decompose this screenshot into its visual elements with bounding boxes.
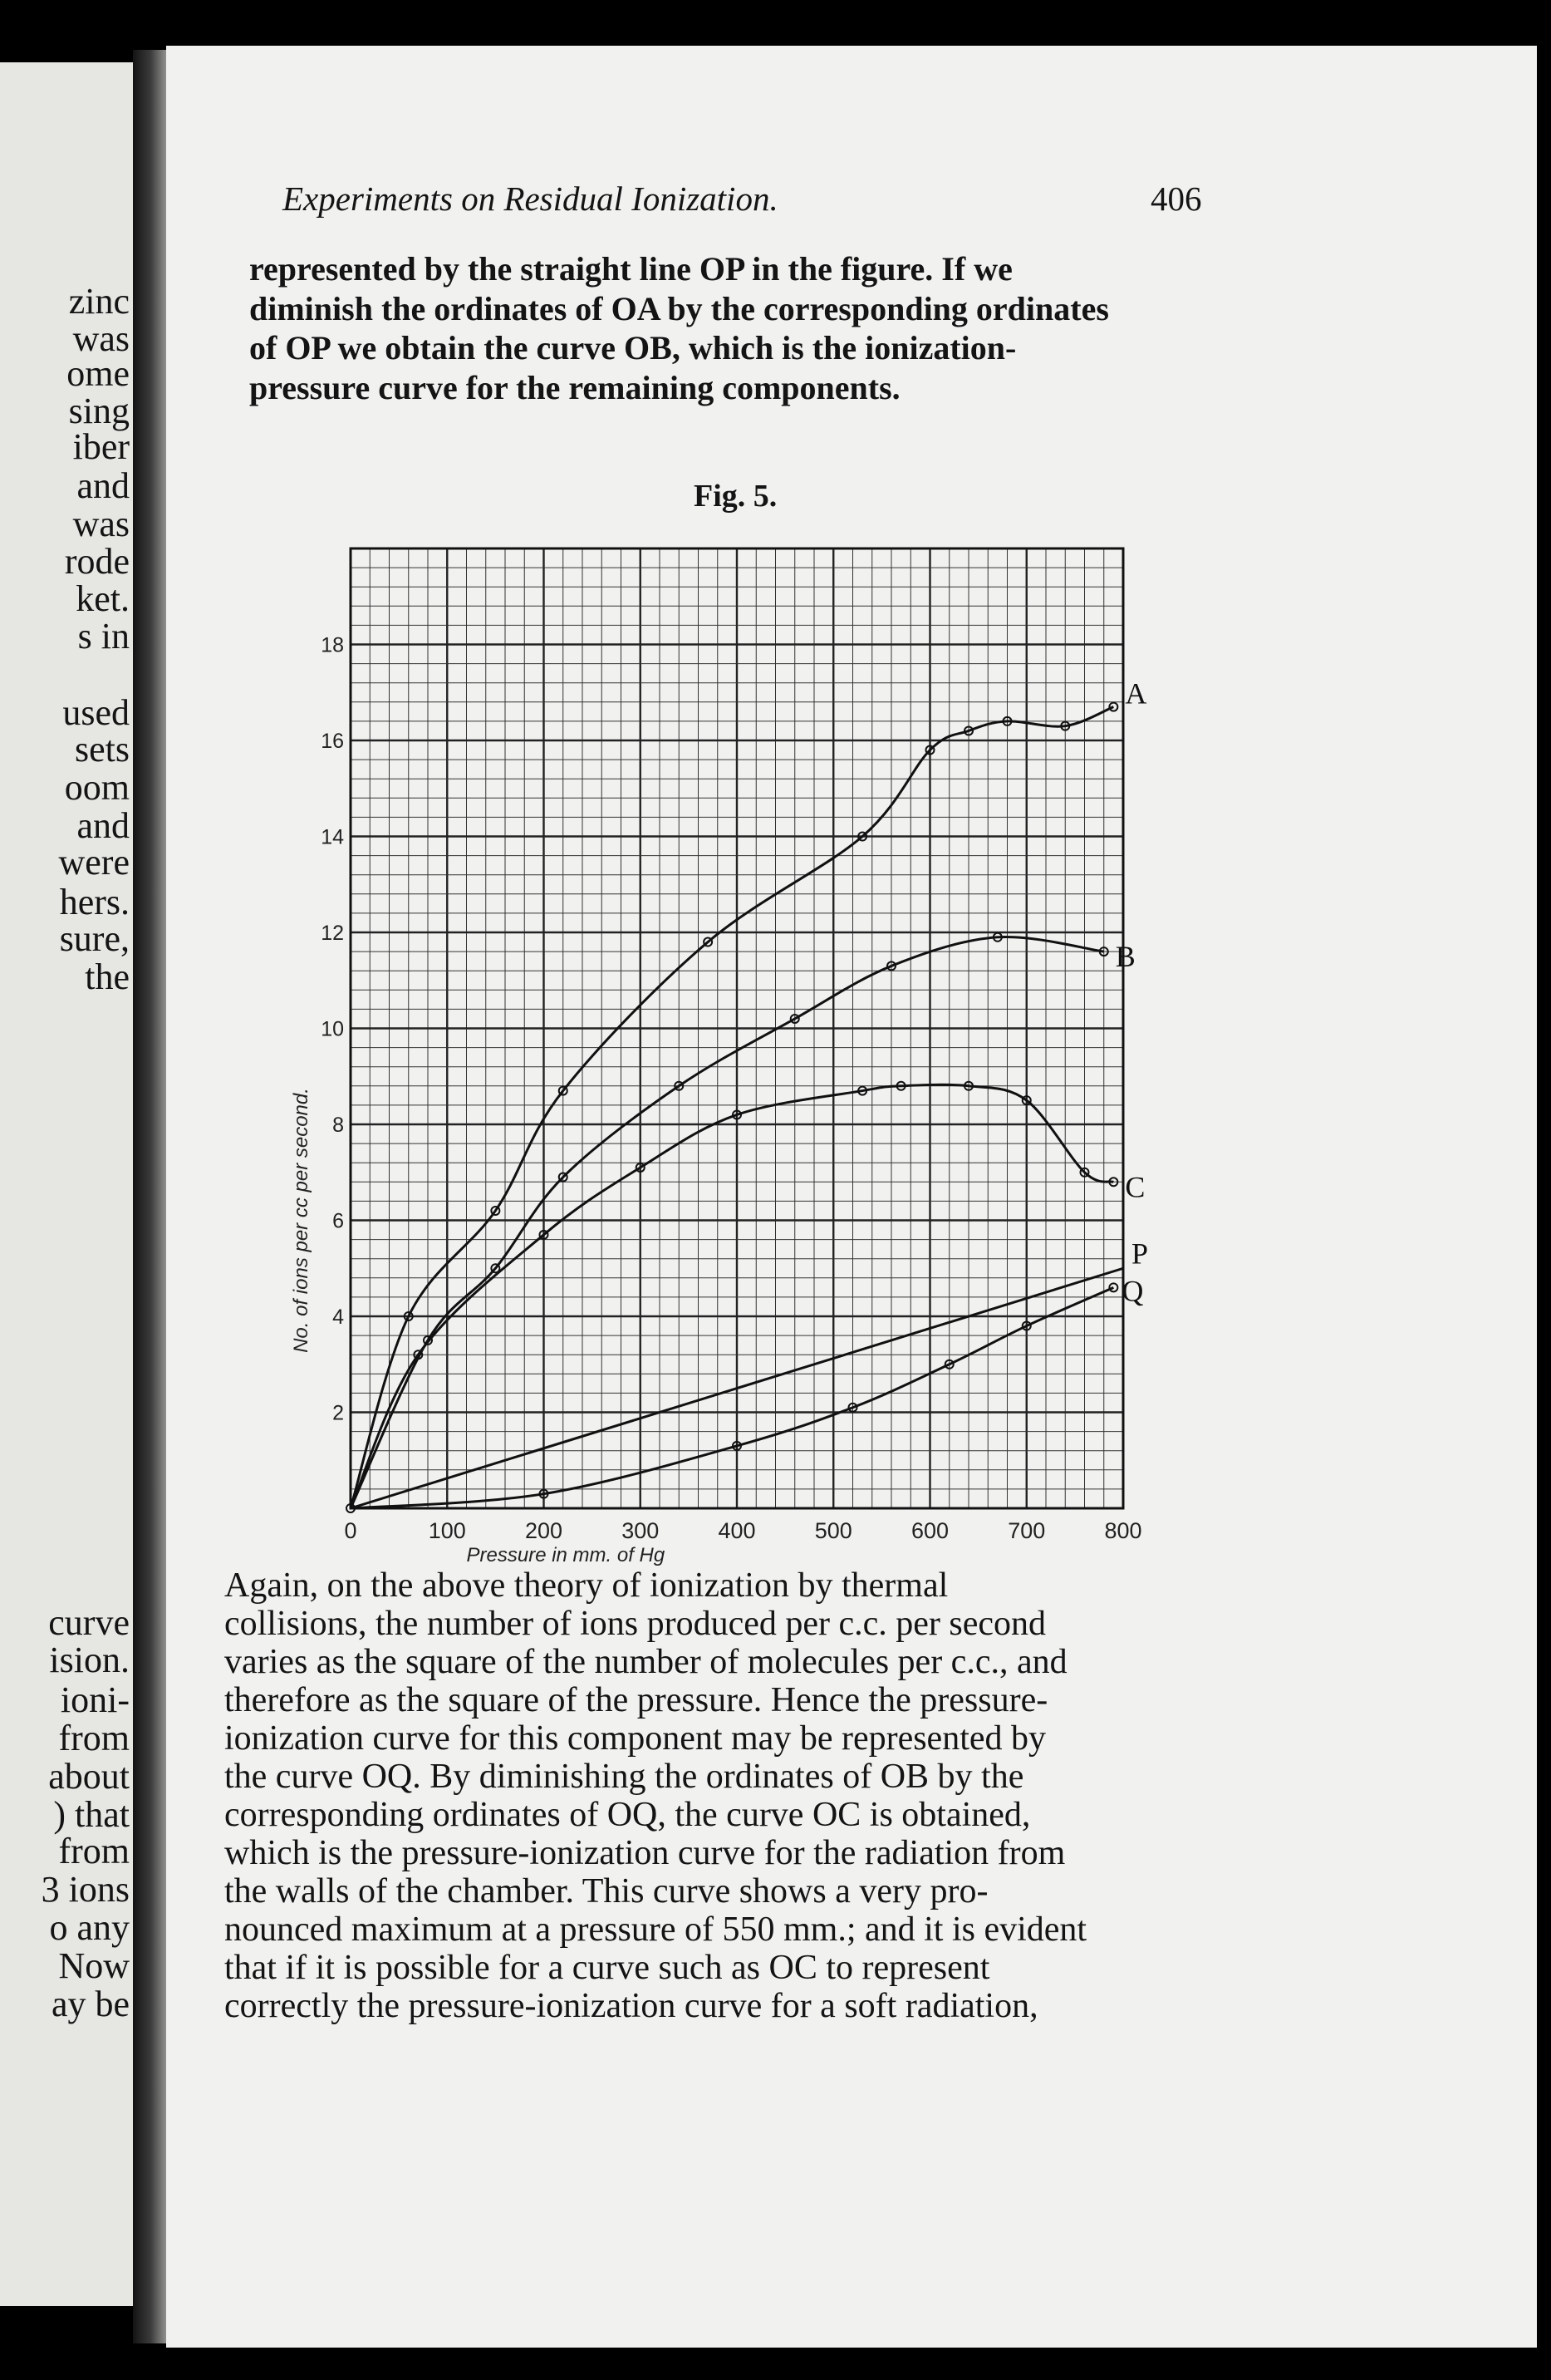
- left-page-line: ome: [66, 353, 130, 394]
- left-page-line: and: [76, 805, 130, 846]
- y-tick-label: 12: [321, 922, 344, 945]
- left-page-line: rode: [64, 541, 130, 582]
- curve-label-c: C: [1125, 1170, 1146, 1204]
- left-page-line: about: [48, 1756, 130, 1797]
- curve-label-a: A: [1125, 676, 1147, 711]
- left-page-line: and: [76, 465, 130, 506]
- y-tick-label: 14: [321, 825, 344, 849]
- x-tick-label: 100: [428, 1518, 466, 1543]
- left-page-line: ) that: [53, 1794, 130, 1835]
- left-page-line: used: [62, 692, 130, 733]
- text-line: diminish the ordinates of OA by the corresponding ordinates: [249, 289, 1109, 327]
- text-line: collisions, the number of ions produced per c.c. per second: [224, 1605, 1047, 1643]
- curve-label-b: B: [1115, 940, 1136, 974]
- y-tick-label: 6: [332, 1209, 344, 1233]
- left-page-line: iber: [72, 426, 130, 467]
- left-page-line: sing: [68, 391, 130, 431]
- left-page-line: was: [72, 504, 130, 544]
- left-page-line: zinc: [68, 281, 130, 322]
- left-page-line: ision.: [49, 1640, 130, 1680]
- y-tick-label: 8: [332, 1114, 344, 1137]
- page-number: 406: [1151, 179, 1202, 218]
- left-page-line: sure,: [59, 918, 130, 959]
- curve-label-q: Q: [1122, 1274, 1144, 1308]
- text-line: represented by the straight line OP in the figure. If we: [249, 250, 1013, 288]
- running-header: Experiments on Residual Ionization.: [282, 179, 778, 218]
- left-page-fragment: [0, 62, 133, 2306]
- left-page-line: from: [58, 1718, 130, 1758]
- text-line: of OP we obtain the curve OB, which is the ionization-: [249, 329, 1017, 366]
- left-page-line: ioni-: [60, 1679, 130, 1720]
- left-page-line: ay be: [51, 1984, 130, 2024]
- x-tick-label: 400: [718, 1518, 756, 1543]
- left-page-line: curve: [48, 1602, 130, 1643]
- left-page-line: hers.: [59, 882, 130, 922]
- text-line: ionization curve for this component may be represented by: [224, 1719, 1047, 1758]
- y-tick-label: 18: [321, 633, 344, 657]
- left-page-line: from: [58, 1831, 130, 1871]
- paragraph-2: [224, 1566, 1087, 2025]
- y-axis-label: No. of ions per cc per second.: [290, 1088, 312, 1353]
- x-tick-label: 0: [344, 1518, 357, 1543]
- text-line: correctly the pressure-ionization curve for a soft radiation,: [224, 1987, 1038, 2025]
- text-line: the walls of the chamber. This curve shows a very pro-: [224, 1872, 989, 1910]
- left-page-line: the: [85, 956, 130, 997]
- left-page-line: was: [72, 318, 130, 359]
- text-line: nounced maximum at a pressure of 550 mm.; and it is evident: [224, 1910, 1087, 1949]
- text-line: that if it is possible for a curve such as OC to represent: [224, 1949, 990, 1987]
- x-axis-label: Pressure in mm. of Hg: [466, 1544, 665, 1566]
- x-tick-label: 500: [814, 1518, 852, 1543]
- left-page-line: Now: [58, 1945, 130, 1986]
- text-line: corresponding ordinates of OQ, the curve OC is obtained,: [224, 1796, 1031, 1834]
- text-line: the curve OQ. By diminishing the ordinates of OB by the: [224, 1758, 1024, 1796]
- left-page-line: 3 ions: [41, 1869, 130, 1910]
- y-tick-label: 10: [321, 1017, 344, 1041]
- x-tick-label: 600: [910, 1518, 950, 1543]
- curve-label-p: P: [1131, 1237, 1149, 1271]
- text-line: which is the pressure-ionization curve for the radiation from: [224, 1834, 1066, 1872]
- text-line: therefore as the square of the pressure. Hence the pressure-: [224, 1681, 1048, 1719]
- left-page-line: oom: [64, 767, 130, 808]
- left-page-line: s in: [77, 616, 130, 656]
- left-page-line: sets: [75, 729, 130, 770]
- ionization-pressure-chart: [274, 532, 1149, 1579]
- text-line: pressure curve for the remaining components.: [249, 368, 901, 406]
- left-page-line: were: [58, 842, 130, 883]
- book-gutter: [133, 50, 168, 2343]
- text-line: Again, on the above theory of ionization by thermal: [224, 1566, 949, 1605]
- y-tick-label: 16: [321, 730, 344, 753]
- figure-caption: Fig. 5.: [694, 479, 778, 514]
- x-tick-label: 700: [1008, 1518, 1046, 1543]
- x-tick-label: 800: [1104, 1518, 1142, 1543]
- y-tick-label: 2: [332, 1401, 344, 1425]
- left-page-line: o any: [49, 1907, 130, 1948]
- paragraph-1: [249, 249, 1109, 407]
- text-line: varies as the square of the number of molecules per c.c., and: [224, 1643, 1068, 1681]
- x-tick-label: 200: [524, 1518, 563, 1543]
- x-tick-label: 300: [621, 1518, 660, 1543]
- left-page-line: ket.: [76, 578, 130, 619]
- y-tick-label: 4: [332, 1306, 344, 1329]
